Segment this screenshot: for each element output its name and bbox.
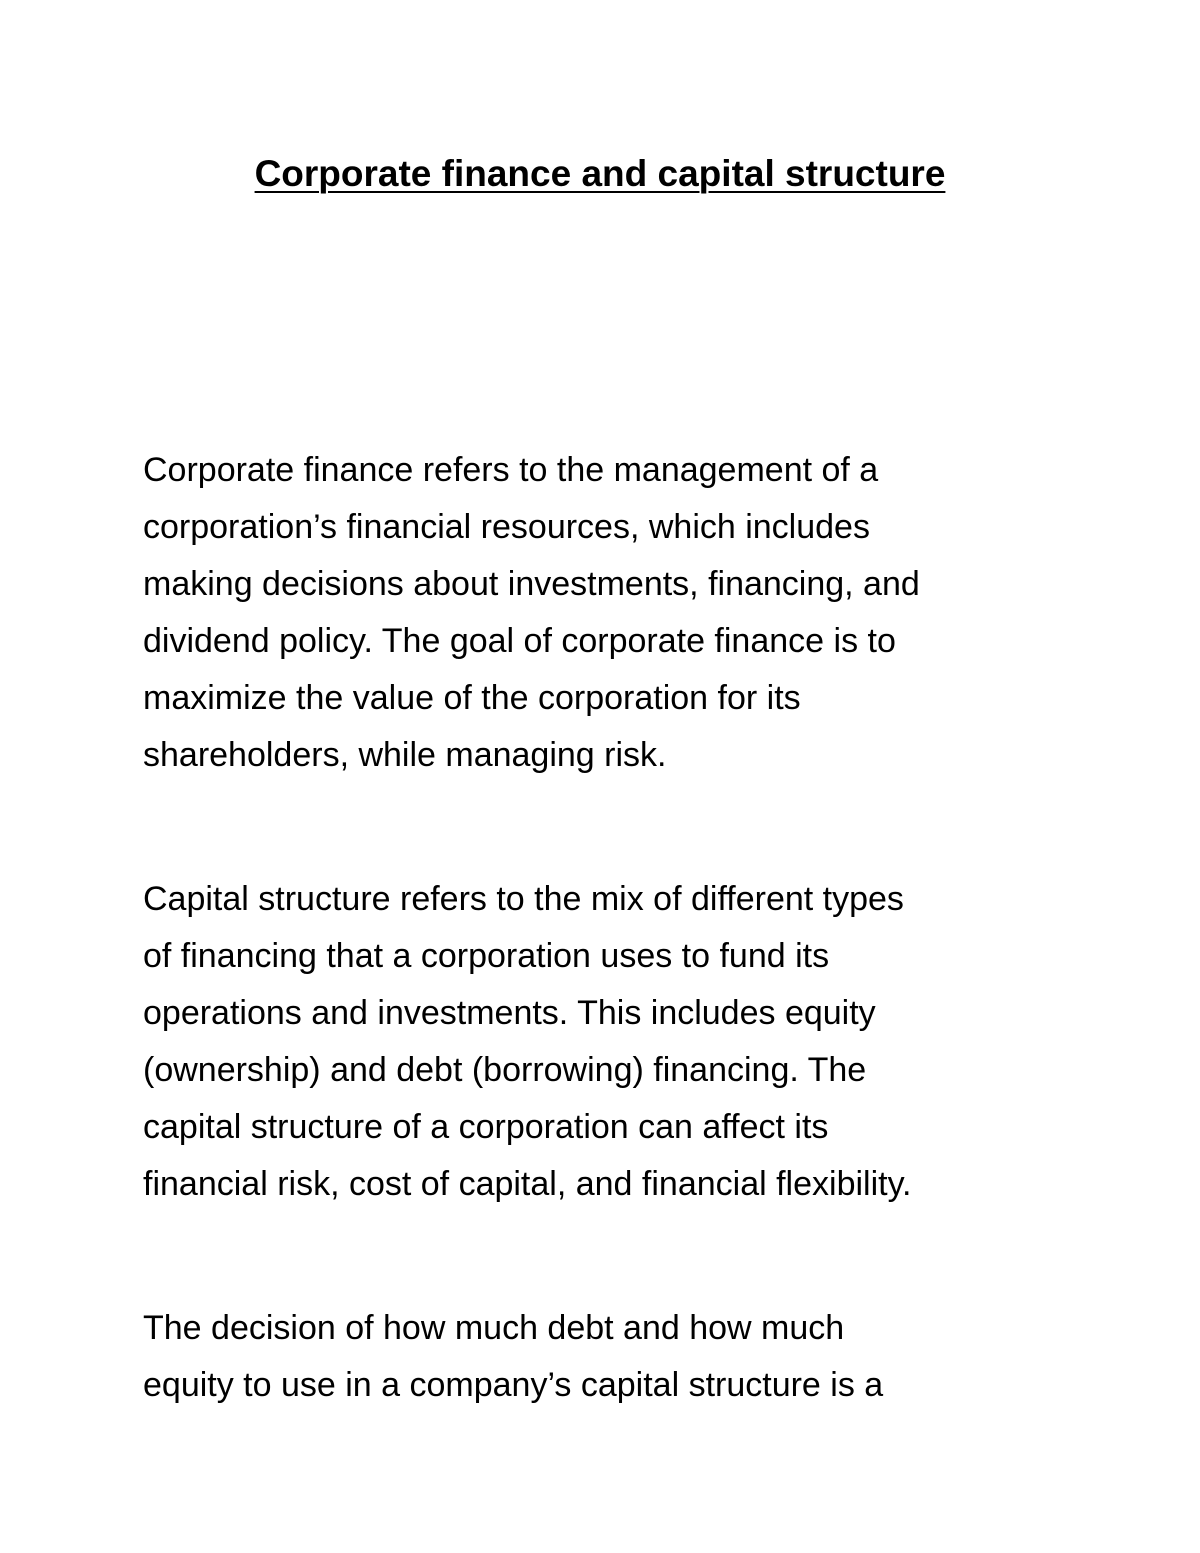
paragraph-line: dividend policy. The goal of corporate finance is to <box>143 622 896 660</box>
paragraph-capital-structure <box>143 871 1063 1213</box>
paragraph-line: capital structure of a corporation can affect its <box>143 1108 829 1146</box>
paragraph-debt-equity-decision <box>143 1300 1063 1414</box>
paragraph-line: maximize the value of the corporation for its <box>143 679 801 717</box>
paragraph-line: financial risk, cost of capital, and financial flexibility. <box>143 1165 912 1203</box>
paragraph-line: (ownership) and debt (borrowing) financing. The <box>143 1051 867 1089</box>
document-title <box>0 148 1200 200</box>
paragraph-line: Corporate finance refers to the management of a <box>143 451 879 489</box>
paragraph-line: equity to use in a company’s capital structure is a <box>143 1366 884 1404</box>
paragraph-line: operations and investments. This includes equity <box>143 994 876 1032</box>
document-title-text: Corporate finance and capital structure <box>254 153 946 194</box>
paragraph-line: corporation’s financial resources, which includes <box>143 508 870 546</box>
paragraph-line: Capital structure refers to the mix of different types <box>143 880 904 918</box>
paragraph-line: of financing that a corporation uses to fund its <box>143 937 830 975</box>
paragraph-corporate-finance <box>143 442 1063 784</box>
paragraph-line: making decisions about investments, financing, and <box>143 565 920 603</box>
paragraph-line: The decision of how much debt and how much <box>143 1309 845 1347</box>
paragraph-line: shareholders, while managing risk. <box>143 736 667 774</box>
